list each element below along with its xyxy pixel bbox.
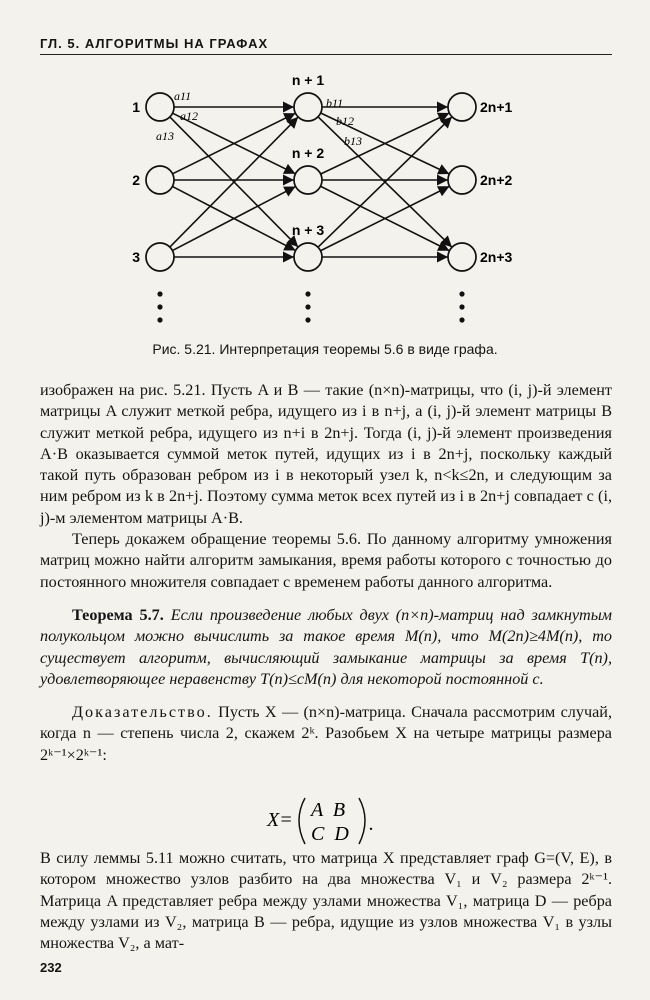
- proof-paragraph: [40, 702, 612, 766]
- ellipsis-dot: [157, 317, 162, 322]
- node-label-middle-3: n + 3: [291, 222, 325, 238]
- ellipsis-dot: [459, 304, 464, 309]
- theorem-text: Если произведение любых двух (n×n)-матриц над замкнутым полукольцом можно вычислить за такое время M(n), что M(2n)≥4M(n), то существует алгоритм, вычисляющий замыкание матрицы за время T(n), удовлетворяющее неравенству T(n)≤cM(n) для некоторой постоянной c.: [40, 605, 613, 688]
- matrix-formula: [235, 790, 415, 850]
- node-left-1: [146, 93, 174, 121]
- graph-diagram: [0, 70, 650, 345]
- matrix-row-1: A B: [311, 799, 346, 821]
- proof-label: Доказательство.: [72, 703, 213, 722]
- node-label-left-3: 3: [132, 249, 140, 265]
- theorem-label: Теорема 5.7.: [72, 605, 164, 624]
- edge-label-b2: b12: [336, 114, 354, 128]
- proof-text: Пусть X — (n×n)-матрица. Сначала рассмотрим случай, когда n — степень числа 2, скажем 2ᵏ. Разобьем X на четыре матрицы размера 2ᵏ⁻¹×2ᵏ⁻¹:: [40, 703, 613, 764]
- edge-label-a1: a11: [174, 89, 192, 103]
- matrix-period: .: [369, 813, 374, 835]
- matrix-lhs: X=: [267, 809, 293, 831]
- body-text: [40, 380, 612, 766]
- block-matrix: [0, 790, 650, 856]
- node-label-right-2: 2n+2: [480, 172, 513, 188]
- node-middle-3: [294, 243, 322, 271]
- node-right-3: [448, 243, 476, 271]
- running-header: ГЛ. 5. АЛГОРИТМЫ НА ГРАФАХ: [40, 36, 612, 55]
- node-middle-2: [294, 166, 322, 194]
- node-label-right-3: 2n+3: [480, 249, 513, 265]
- ellipsis-dot: [305, 317, 310, 322]
- page-number: 232: [40, 960, 62, 975]
- body-text-2: [40, 848, 612, 954]
- paragraph-2: Теперь докажем обращение теоремы 5.6. По данному алгоритму умножения матриц можно найти алгоритм замыкания, время работы которого с точностью до постоянного множителя совпадает с временем работы данного алгоритма.: [40, 530, 612, 591]
- node-label-right-1: 2n+1: [480, 99, 513, 115]
- ellipsis-dot: [305, 304, 310, 309]
- left-paren: [299, 798, 305, 844]
- ellipsis-dot: [157, 291, 162, 296]
- edge-label-a2: a12: [180, 109, 198, 123]
- node-label-middle-2: n + 2: [291, 145, 325, 161]
- node-right-2: [448, 166, 476, 194]
- node-middle-1: [294, 93, 322, 121]
- matrix-row-2: C D: [311, 823, 349, 845]
- node-label-left-1: 1: [132, 99, 140, 115]
- node-left-2: [146, 166, 174, 194]
- edge-label-b3: b13: [344, 134, 362, 148]
- graph-figure: [0, 70, 650, 345]
- edge-label-a3: a13: [156, 129, 174, 143]
- paragraph-1: изображен на рис. 5.21. Пусть A и B — такие (n×n)-матрицы, что (i, j)-й элемент матрицы A служит меткой ребра, идущего из i в n+j, а (i, j)-й элемент матрицы B служит меткой ребра, идущего из n+i в 2n+j. Тогда (i, j)-й элемент произведения A·B оказывается суммой меток путей, идущих из i в 2n+j, поскольку каждый такой путь образован ребром из i в некоторый узел k, n<k≤2n, и следующим за ним ребром из k в 2n+j. Поэтому сумма меток всех путей из i в 2n+j совпадает с (i, j)-м элементом матрицы A·B.: [40, 381, 612, 527]
- right-paren: [359, 798, 365, 844]
- edge-label-b1: b11: [326, 96, 344, 110]
- node-label-left-2: 2: [132, 172, 140, 188]
- node-label-middle-1: n + 1: [291, 72, 325, 88]
- ellipsis-dot: [157, 304, 162, 309]
- figure-caption: Рис. 5.21. Интерпретация теоремы 5.6 в виде графа.: [152, 341, 498, 357]
- ellipsis-dot: [459, 291, 464, 296]
- node-left-3: [146, 243, 174, 271]
- ellipsis-dot: [305, 291, 310, 296]
- node-right-1: [448, 93, 476, 121]
- ellipsis-dot: [459, 317, 464, 322]
- theorem-5-7: [40, 605, 612, 690]
- paragraph-4: В силу леммы 5.11 можно считать, что матрица X представляет граф G=(V, E), в котором множество узлов разбито на два множества V₁ и V₂ размера 2ᵏ⁻¹. Матрица A представляет ребра между узлами множества V₁, матрица D — ребра между узлами из V₂, матрица B — ребра, идущие из узлов множества V₁ в узлы множества V₂, а мат-: [40, 849, 612, 953]
